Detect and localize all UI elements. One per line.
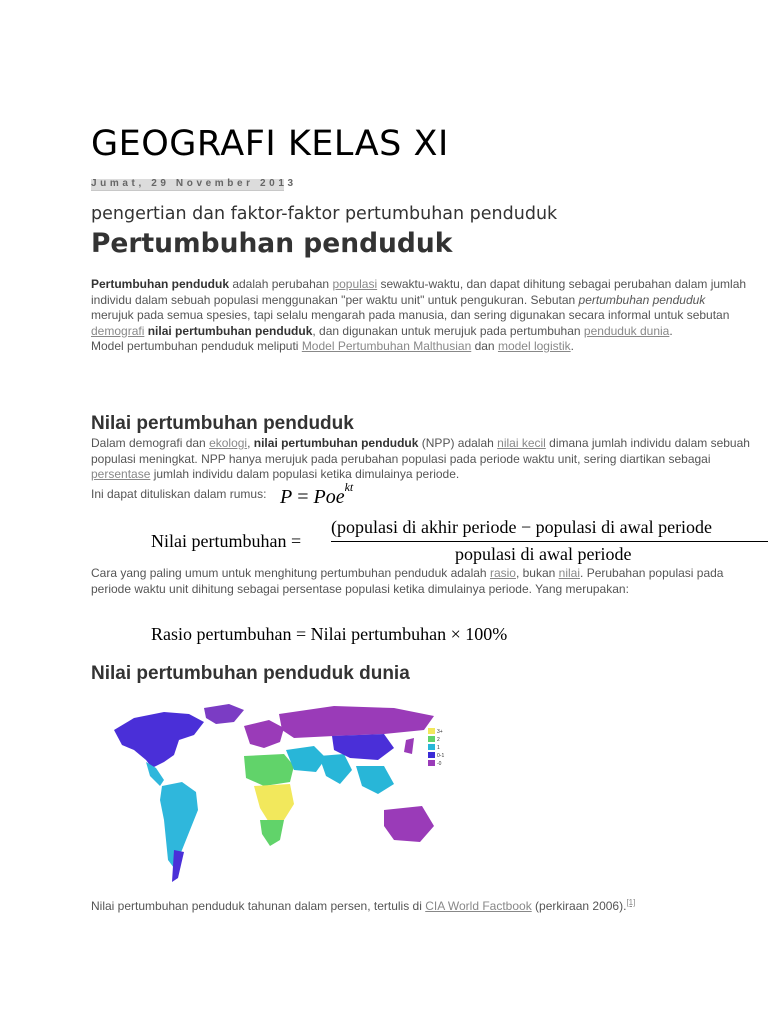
section-heading-nilai: Nilai pertumbuhan penduduk [91, 413, 354, 434]
map-caption: Nilai pertumbuhan penduduk tahunan dalam persen, tertulis di CIA World Factbook (perkiraan 2006).[1] [91, 898, 636, 913]
map-russia [279, 706, 434, 738]
section1-paragraph: Dalam demografi dan ekologi, nilai pertumbuhan penduduk (NPP) adalah nilai kecil dimana jumlah individu dalam sebuah populasi meningkat. NPP hanya merujuk pada perubahan populasi pada periode waktu unit, sering diartikan sebagai persentase jumlah individu dalam populasi ketika dimulainya periode. [91, 436, 750, 481]
legend-swatch-minus0 [428, 760, 435, 766]
legend-swatch-3plus [428, 728, 435, 734]
legend-swatch-1 [428, 744, 435, 750]
formula-intro: Ini dapat dituliskan dalam rumus: [91, 487, 267, 501]
map-legend [428, 728, 444, 767]
link-ekologi[interactable]: ekologi [209, 436, 248, 450]
fraction-denominator: populasi di awal periode [455, 544, 632, 564]
legend-swatch-2 [428, 736, 435, 742]
link-persentase[interactable]: persentase [91, 467, 151, 481]
fraction-numerator: (populasi di akhir periode − populasi di awal periode [331, 517, 713, 537]
link-nilai-kecil[interactable]: nilai kecil [497, 436, 546, 450]
ratio-formula: Rasio pertumbuhan = Nilai pertumbuhan × 100% [151, 624, 508, 644]
bold-term: Pertumbuhan penduduk [91, 277, 229, 291]
link-populasi[interactable]: populasi [332, 277, 378, 291]
growth-formula: P = Poe$^{kt}$ [280, 480, 354, 508]
map-north-america [114, 712, 204, 768]
fraction-bar [331, 541, 768, 542]
link-demografi[interactable]: demografi [91, 323, 145, 338]
legend-label: 3+ [437, 729, 443, 735]
legend-label: -0 [437, 761, 442, 767]
intro-paragraph: Pertumbuhan penduduk adalah perubahan populasi sewaktu-waktu, dan dapat dihitung sebagai perubahan dalam jumlah individu dalam sebuah populasi menggunakan "per waktu unit" untuk pengukuran. Sebutan pertumbuhan penduduk merujuk pada semua spesies, tapi selalu mengarah pada manusia, dan sering digunakan secara informal untuk sebutan demografi nilai pertumbuhan penduduk, dan digunakan untuk merujuk pada pertumbuhan penduduk dunia. Model pertumbuhan penduduk meliputi Model Pertumbuhan Malthusian dan model logistik. [91, 277, 747, 353]
map-greenland [204, 704, 244, 724]
legend-label: 2 [437, 737, 440, 743]
map-europe [244, 720, 284, 748]
legend-label: 0-1 [437, 753, 445, 759]
blog-title[interactable]: GEOGRAFI KELAS XI [91, 124, 449, 164]
legend-label: 1 [437, 745, 440, 751]
link-model-logistik[interactable]: model logistik [497, 339, 571, 353]
article-heading: Pertumbuhan penduduk [91, 228, 453, 259]
world-population-growth-map[interactable] [94, 700, 466, 888]
fraction-label: Nilai pertumbuhan = [151, 531, 302, 551]
map-africa-north [244, 754, 294, 786]
link-nilai[interactable]: nilai [558, 566, 581, 580]
map-africa-south [260, 820, 284, 846]
section-heading-dunia: Nilai pertumbuhan penduduk dunia [91, 663, 410, 684]
ratio-paragraph: Cara yang paling umum untuk menghitung pertumbuhan penduduk adalah rasio, bukan nilai. Perubahan populasi pada periode waktu unit dihitung sebagai persentase populasi ketika dimulainya periode. Yang merupakan: [91, 566, 724, 596]
map-australia [384, 806, 434, 842]
map-southeast-asia [356, 766, 394, 794]
legend-swatch-0-1 [428, 752, 435, 758]
link-model-malthusian[interactable]: Model Pertumbuhan Malthusian [301, 339, 472, 353]
footnote-ref[interactable]: [1] [626, 898, 636, 907]
map-africa-central [254, 784, 294, 824]
post-title[interactable]: pengertian dan faktor-faktor pertumbuhan penduduk [91, 204, 558, 224]
map-south-asia [319, 754, 352, 784]
map-south-america-south [172, 850, 184, 882]
link-rasio[interactable]: rasio [489, 566, 516, 580]
link-cia-world-factbook[interactable]: CIA World Factbook [425, 899, 532, 913]
link-penduduk-dunia[interactable]: penduduk dunia [583, 323, 670, 338]
post-date: Jumat, 29 November 2013 [91, 178, 297, 189]
map-japan [404, 738, 414, 754]
